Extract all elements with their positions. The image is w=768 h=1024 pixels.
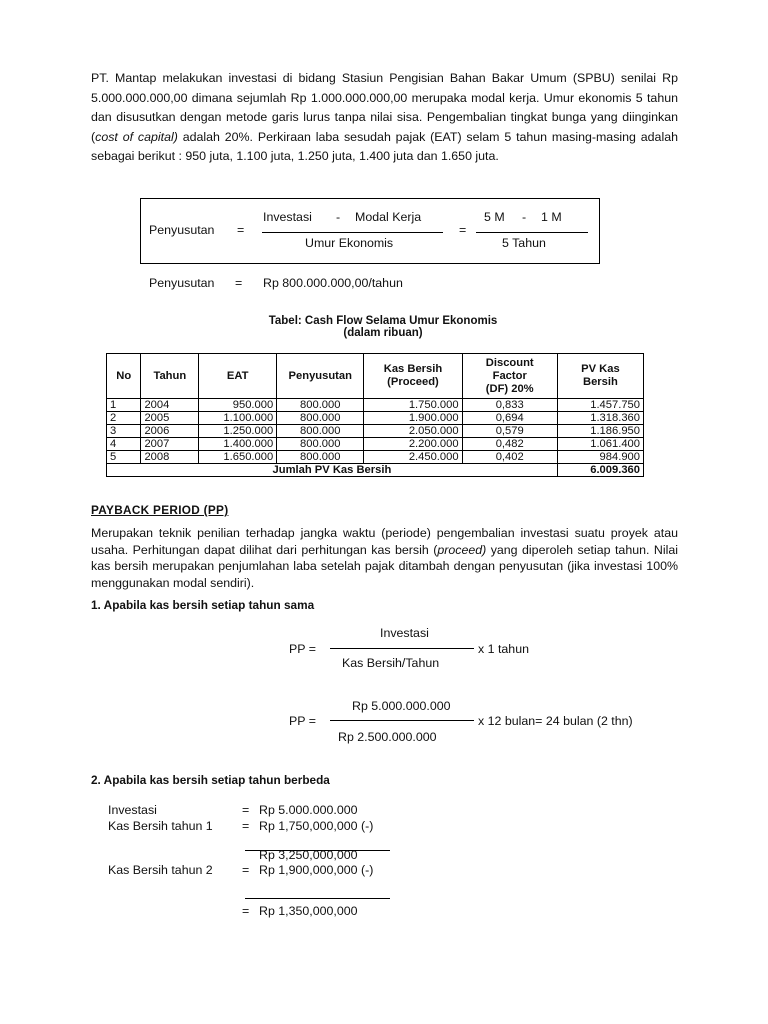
calc-value: Rp 5.000.000.000 — [259, 803, 358, 817]
cell-kas-bersih: 1.900.000 — [364, 412, 462, 425]
cell-tahun: 2005 — [141, 412, 199, 425]
header-kas-bersih: Kas Bersih (Proceed) — [364, 354, 462, 399]
calc-label-kas-2: Kas Bersih tahun 2 — [108, 863, 213, 877]
cell-eat: 1.100.000 — [199, 412, 277, 425]
f2-lhs: PP = — [289, 714, 316, 728]
table-subtitle: (dalam ribuan) — [343, 327, 423, 339]
header-discount-factor: Discount Factor (DF) 20% — [462, 354, 557, 399]
payback-description: Merupakan teknik penilian terhadap jangka waktu (periode) pengembalian investasi suatu proyek atau usaha. Perhitungan dapat dilihat dari perhitungan kas bersih (proceed) yang diperoleh setiap tahun. Nilai kas bersih merupakan penjumlahan laba setelah pajak ditambah dengan penyusutan (jika investasi 100% menggunakan modal sendiri). — [91, 526, 678, 590]
formula-equals-2: = — [459, 223, 467, 237]
cell-df: 0,402 — [462, 451, 557, 464]
cell-kas-bersih: 2.050.000 — [364, 425, 462, 438]
cell-kas-bersih: 2.200.000 — [364, 438, 462, 451]
f2-fraction-line — [330, 720, 474, 721]
header-penyusutan: Penyusutan — [277, 354, 364, 399]
formula-minus-r: - — [522, 210, 527, 224]
cell-penyusutan: 800.000 — [277, 425, 364, 438]
formula-num-investasi: Investasi — [263, 210, 312, 224]
cell-kas-bersih: 2.450.000 — [364, 451, 462, 464]
depreciation-equals: = — [235, 276, 243, 290]
calc-value: Rp 1,900,000,000 (-) — [259, 863, 374, 877]
calc-label-investasi: Investasi — [108, 803, 157, 817]
table-row — [107, 451, 644, 464]
table-row — [107, 425, 644, 438]
table-title: Tabel: Cash Flow Selama Umur Ekonomis — [268, 315, 498, 327]
calc-eq-result: = — [242, 904, 250, 918]
header-eat: EAT — [199, 354, 277, 399]
cell-tahun: 2006 — [141, 425, 199, 438]
f1-lhs: PP = — [289, 642, 316, 656]
f1-numerator: Investasi — [380, 626, 429, 640]
cell-pv: 1.186.950 — [557, 425, 643, 438]
header-tahun: Tahun — [141, 354, 199, 399]
cell-pv: 1.061.400 — [557, 438, 643, 451]
table-total-row — [107, 464, 644, 477]
calc-value-subtotal: Rp 3,250,000,000 — [259, 848, 358, 862]
cell-penyusutan: 800.000 — [277, 438, 364, 451]
cell-penyusutan: 800.000 — [277, 451, 364, 464]
cell-no: 4 — [107, 438, 141, 451]
calc-value-result: Rp 1,350,000,000 — [259, 904, 358, 918]
cell-penyusutan: 800.000 — [277, 412, 364, 425]
payback-heading: PAYBACK PERIOD (PP) — [91, 503, 229, 517]
calc-eq: = — [242, 819, 250, 833]
f2-rhs: x 12 bulan= 24 bulan (2 thn) — [478, 714, 633, 728]
calc-eq: = — [242, 803, 250, 817]
cell-no: 1 — [107, 399, 141, 412]
table-header-row — [107, 354, 644, 399]
cell-no: 5 — [107, 451, 141, 464]
f1-rhs: x 1 tahun — [478, 642, 529, 656]
formula-num-modal: Modal Kerja — [355, 210, 422, 224]
cell-eat: 1.400.000 — [199, 438, 277, 451]
cell-tahun: 2004 — [141, 399, 199, 412]
cell-df: 0,694 — [462, 412, 557, 425]
calc-label-kas-1: Kas Bersih tahun 1 — [108, 819, 213, 833]
formula-fraction-line-r — [476, 232, 588, 233]
cell-df: 0,833 — [462, 399, 557, 412]
cash-flow-table — [106, 353, 644, 477]
header-pv-kas-bersih: PV Kas Bersih — [557, 354, 643, 399]
total-label: Jumlah PV Kas Bersih — [107, 464, 558, 477]
cell-no: 2 — [107, 412, 141, 425]
depreciation-value: Rp 800.000.000,00/tahun — [263, 276, 403, 290]
f1-fraction-line — [330, 648, 474, 649]
f1-denominator: Kas Bersih/Tahun — [342, 656, 440, 670]
total-value: 6.009.360 — [557, 464, 643, 477]
formula-num-5m: 5 M — [484, 210, 505, 224]
calc-value: Rp 1,750,000,000 (-) — [259, 819, 374, 833]
cell-df: 0,579 — [462, 425, 557, 438]
formula-label: Penyusutan — [149, 223, 215, 237]
cell-pv: 984.900 — [557, 451, 643, 464]
cell-no: 3 — [107, 425, 141, 438]
header-no: No — [107, 354, 141, 399]
formula-den-r: 5 Tahun — [502, 236, 546, 250]
calc-eq: = — [242, 863, 250, 877]
formula-num-1m: 1 M — [541, 210, 562, 224]
cell-tahun: 2007 — [141, 438, 199, 451]
depreciation-label: Penyusutan — [149, 276, 215, 290]
cell-kas-bersih: 1.750.000 — [364, 399, 462, 412]
case-2-heading: 2. Apabila kas bersih setiap tahun berbeda — [91, 773, 330, 787]
table-row — [107, 438, 644, 451]
f2-numerator: Rp 5.000.000.000 — [352, 699, 451, 713]
cell-pv: 1.457.750 — [557, 399, 643, 412]
table-row — [107, 412, 644, 425]
table-row — [107, 399, 644, 412]
cell-df: 0,482 — [462, 438, 557, 451]
cell-pv: 1.318.360 — [557, 412, 643, 425]
cell-penyusutan: 800.000 — [277, 399, 364, 412]
cell-eat: 950.000 — [199, 399, 277, 412]
formula-den: Umur Ekonomis — [305, 236, 394, 250]
intro-paragraph: PT. Mantap melakukan investasi di bidang Stasiun Pengisian Bahan Bakar Umum (SPBU) senilai Rp 5.000.000.000,00 dimana sejumlah Rp 1.000.000.000,00 merupaka modal kerja. Umur ekonomis 5 tahun dan disusutkan dengan metode garis lurus tanpa nilai sisa. Pengembalian tingkat bunga yang diinginkan (cost of capital) adalah 20%. Perkiraan laba sesudah pajak (EAT) selam 5 tahun masing-masing adalah sebagai berikut : 950 juta, 1.100 juta, 1.250 juta, 1.400 juta dan 1.650 juta. — [91, 71, 678, 163]
cell-eat: 1.650.000 — [199, 451, 277, 464]
formula-equals: = — [237, 223, 245, 237]
formula-fraction-line — [262, 232, 443, 233]
formula-minus: - — [336, 210, 341, 224]
f2-denominator: Rp 2.500.000.000 — [338, 730, 437, 744]
calc-result-line — [245, 898, 390, 899]
case-1-heading: 1. Apabila kas bersih setiap tahun sama — [91, 598, 315, 612]
cell-eat: 1.250.000 — [199, 425, 277, 438]
cell-tahun: 2008 — [141, 451, 199, 464]
